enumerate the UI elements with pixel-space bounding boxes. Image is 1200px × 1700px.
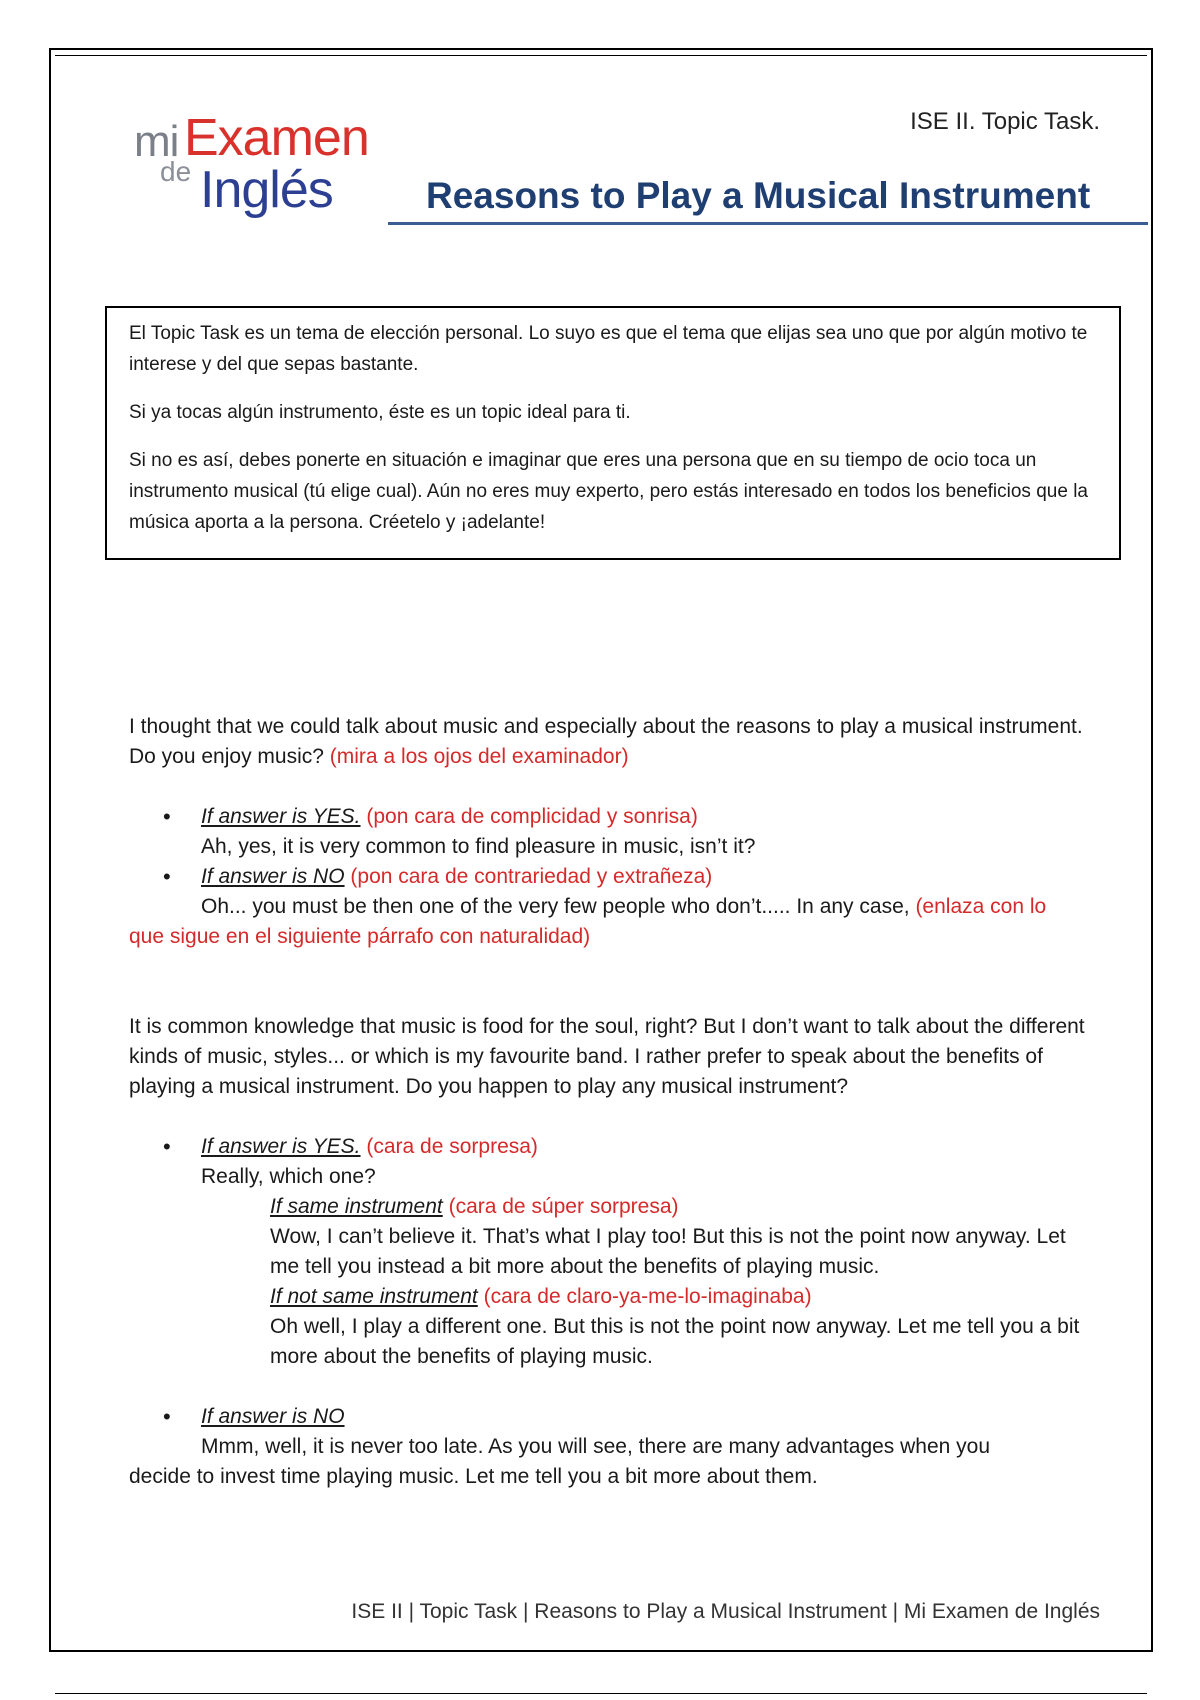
section1-yes-reply: Ah, yes, it is very common to find pleasure in music, isn’t it? <box>201 835 756 858</box>
section1-text: I thought that we could talk about music and especially about the reasons to play a musical instrument. Do you enjoy music? <box>129 715 1083 768</box>
section2-same-label: If same instrument <box>270 1195 443 1218</box>
section2-no-reply-a: Mmm, well, it is never too late. As you will see, there are many advantages when you <box>201 1435 991 1458</box>
section2-yes-note: (cara de sorpresa) <box>366 1135 538 1158</box>
page-title: Reasons to Play a Musical Instrument <box>388 170 1148 225</box>
section1-no-reply-note-a: (enlaza con lo <box>915 895 1047 918</box>
section2-no-reply-b: decide to invest time playing music. Let me tell you a bit more about them. <box>129 1465 818 1488</box>
brand-logo <box>134 109 394 224</box>
logo-mi: mi <box>134 117 179 166</box>
section2-same-item <box>129 1192 1099 1222</box>
bottom-rule <box>55 1693 1147 1694</box>
page-footer: ISE II | Topic Task | Reasons to Play a Musical Instrument | Mi Examen de Inglés <box>351 1600 1100 1623</box>
section1-paragraph <box>129 712 1099 772</box>
top-rule <box>55 55 1147 56</box>
section1-note: (mira a los ojos del examinador) <box>329 745 629 768</box>
section1-no-reply-note-b: que sigue en el siguiente párrafo con naturalidad) <box>129 925 591 948</box>
intro-paragraph-2: Si ya tocas algún instrumento, éste es un topic ideal para ti. <box>129 402 631 423</box>
section2-notsame-item <box>129 1282 1099 1312</box>
section1-no-item <box>129 862 1099 892</box>
section1-yes-item <box>129 802 1099 832</box>
main-content <box>129 712 1099 1492</box>
logo-de: de <box>160 156 192 187</box>
section1-no-reply-text: Oh... you must be then one of the very few people who don’t..... In any case, <box>201 895 910 918</box>
intro-paragraph-1: El Topic Task es un tema de elección personal. Lo suyo es que el tema que elijas sea uno que por algún motivo te interese y del que sepas bastante. <box>129 323 1088 375</box>
section2-yes-item <box>129 1132 1099 1162</box>
intro-paragraph-3: Si no es así, debes ponerte en situación e imaginar que eres una persona que en su tiempo de ocio toca un instrumento musical (tú elige cual). Aún no eres muy experto, pero estás interesado en todos los beneficios que la música aporta a la persona. Créetelo y ¡adelante! <box>129 450 1088 533</box>
section2-notsame-reply: Oh well, I play a different one. But this is not the point now anyway. Let me tell you a bit more about the benefits of playing music. <box>270 1315 1080 1368</box>
section2-no-label: If answer is NO <box>201 1405 345 1428</box>
section2-notsame-note: (cara de claro-ya-me-lo-imaginaba) <box>483 1285 812 1308</box>
section2-same-note: (cara de súper sorpresa) <box>448 1195 679 1218</box>
section1-no-label: If answer is NO <box>201 865 345 888</box>
section1-yes-note: (pon cara de complicidad y sonrisa) <box>366 805 698 828</box>
section2-no-item <box>129 1402 1099 1432</box>
section2-notsame-label: If not same instrument <box>270 1285 478 1308</box>
section2-same-reply: Wow, I can’t believe it. That’s what I play too! But this is not the point now anyway. Let me tell you instead a bit more about the benefits of playing music. <box>270 1225 1066 1278</box>
section1-yes-label: If answer is YES. <box>201 805 361 828</box>
logo-examen: Examen <box>184 109 369 167</box>
header-subtitle: ISE II. Topic Task. <box>910 108 1100 135</box>
section1-no-reply <box>129 892 1099 922</box>
intro-box <box>105 306 1121 560</box>
section2-paragraph: It is common knowledge that music is food for the soul, right? But I don’t want to talk about the different kinds of music, styles... or which is my favourite band. I rather prefer to speak about the benefits of playing a musical instrument. Do you happen to play any musical instrument? <box>129 1015 1085 1098</box>
section2-yes-label: If answer is YES. <box>201 1135 361 1158</box>
section2-yes-reply: Really, which one? <box>201 1165 376 1188</box>
section1-no-note: (pon cara de contrariedad y extrañeza) <box>350 865 713 888</box>
logo-ingles: Inglés <box>200 161 333 219</box>
